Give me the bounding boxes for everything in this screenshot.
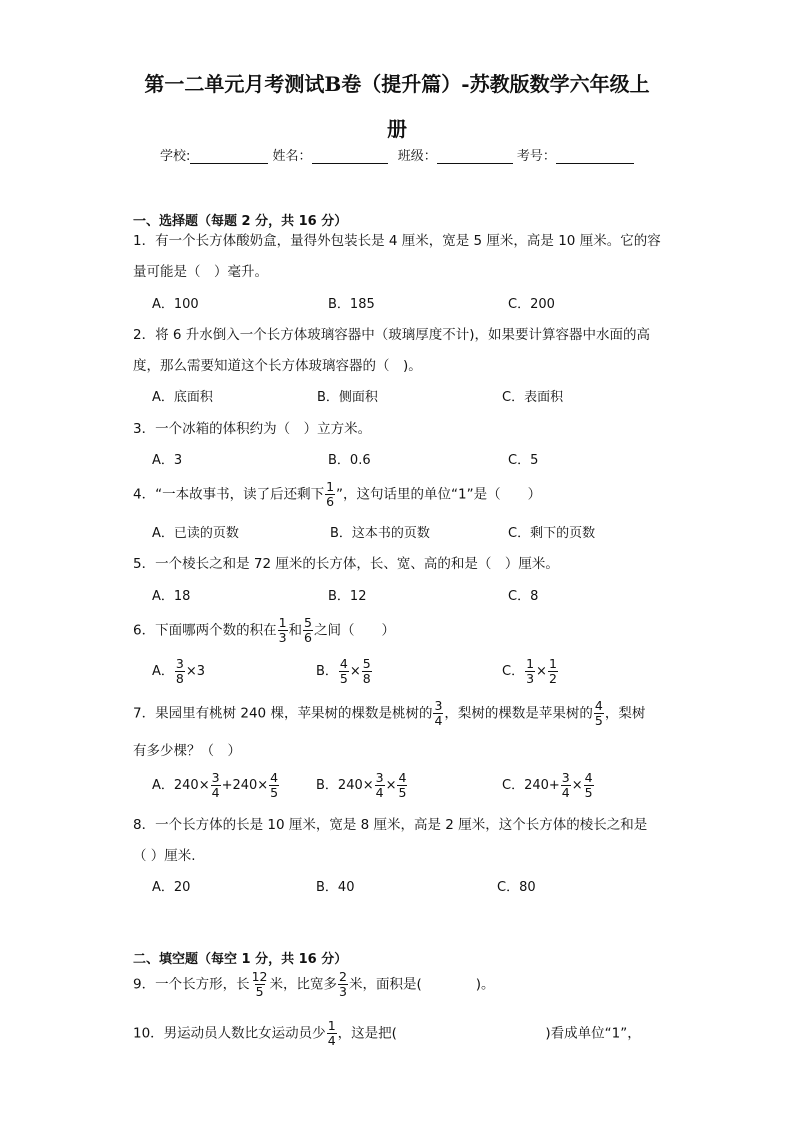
question-10-text-post[interactable]: ，这是把( )看成单位“1”， bbox=[337, 1025, 641, 1042]
fraction-denominator: 4 bbox=[434, 712, 443, 728]
fraction-denominator: 8 bbox=[175, 670, 184, 686]
question-8-line-1: 8．一个长方体的长是 10 厘米，宽是 8 厘米，高是 2 厘米，这个长方体的棱长之和是 bbox=[133, 817, 648, 833]
question-8-option-a[interactable]: A．20 bbox=[152, 880, 191, 895]
fraction-numerator: 1 bbox=[526, 656, 535, 671]
school-label: 学校: bbox=[160, 149, 191, 164]
fraction-numerator: 3 bbox=[211, 770, 220, 785]
fraction-denominator: 5 bbox=[270, 784, 279, 800]
fraction-denominator: 5 bbox=[594, 712, 603, 728]
fraction bbox=[327, 1020, 337, 1047]
question-5-option-b[interactable]: B．12 bbox=[328, 589, 367, 604]
fraction-numerator: 2 bbox=[339, 969, 347, 984]
fraction bbox=[525, 658, 535, 685]
fraction bbox=[325, 481, 335, 508]
fraction-denominator: 4 bbox=[327, 1032, 336, 1048]
option-label: C．240+ bbox=[502, 778, 560, 793]
fraction bbox=[175, 658, 185, 685]
question-1-line-2: 量可能是（ ）毫升。 bbox=[133, 264, 268, 280]
question-7-text-mid: ，梨树的棵数是苹果树的 bbox=[444, 705, 593, 722]
option-term: +240× bbox=[221, 778, 269, 793]
class-label: 班级： bbox=[397, 149, 437, 164]
option-label: A． bbox=[152, 664, 174, 679]
fraction bbox=[397, 772, 407, 799]
fraction-denominator: 5 bbox=[339, 670, 348, 686]
fraction-numerator: 1 bbox=[327, 1018, 336, 1033]
question-4-option-a[interactable]: A．已读的页数 bbox=[152, 526, 239, 541]
fraction-denominator: 5 bbox=[398, 784, 407, 800]
question-1-option-a[interactable]: A．100 bbox=[152, 297, 199, 312]
question-2-option-a[interactable]: A．底面积 bbox=[152, 390, 213, 405]
fraction-denominator: 5 bbox=[255, 983, 264, 999]
fraction-numerator: 5 bbox=[304, 615, 312, 630]
question-5-option-c[interactable]: C．8 bbox=[508, 589, 539, 604]
fraction bbox=[561, 772, 571, 799]
question-4-text-post: ”，这句话里的单位“1”是（ ） bbox=[336, 486, 542, 503]
question-5-line-1: 5．一个棱长之和是 72 厘米的长方体，长、宽、高的和是（ ）厘米。 bbox=[133, 556, 559, 572]
fraction-denominator: 3 bbox=[339, 983, 347, 999]
fraction-denominator: 4 bbox=[375, 784, 384, 800]
fraction-numerator: 3 bbox=[561, 770, 570, 785]
question-8-line-2: （ ）厘米. bbox=[133, 848, 196, 864]
question-7-line-1 bbox=[133, 700, 645, 727]
fraction bbox=[433, 700, 443, 727]
question-1-option-c[interactable]: C．200 bbox=[508, 297, 555, 312]
fraction-denominator: 2 bbox=[548, 670, 557, 686]
question-7-option-c[interactable] bbox=[502, 772, 595, 799]
question-9-line-1 bbox=[133, 971, 495, 998]
name-blank[interactable] bbox=[312, 149, 388, 164]
multiply-sign: × bbox=[185, 664, 197, 679]
option-label: C． bbox=[502, 664, 525, 679]
question-4-line-1 bbox=[133, 481, 541, 508]
fraction-numerator: 4 bbox=[584, 770, 593, 785]
question-8-option-b[interactable]: B．40 bbox=[316, 880, 355, 895]
fraction-numerator: 5 bbox=[362, 656, 371, 671]
fraction-numerator: 3 bbox=[375, 770, 384, 785]
question-9-text-mid: 米，比宽多 bbox=[269, 976, 337, 993]
multiply-sign: × bbox=[349, 664, 361, 679]
fraction-numerator: 3 bbox=[175, 656, 184, 671]
question-6-text-post: 之间（ ） bbox=[314, 622, 395, 639]
question-7-text-post: ，梨树 bbox=[604, 705, 646, 722]
question-6-text-mid: 和 bbox=[288, 622, 303, 639]
question-3-line-1: 3．一个冰箱的体积约为（ ）立方米。 bbox=[133, 421, 372, 437]
fraction-denominator: 3 bbox=[526, 670, 535, 686]
fraction bbox=[362, 658, 372, 685]
question-6-option-c[interactable] bbox=[502, 658, 559, 685]
page-title: 第一二单元月考测试B卷（提升篇）-苏教版数学六年级上 bbox=[144, 72, 650, 96]
question-9-text-pre: 9．一个长方形，长 bbox=[133, 976, 250, 993]
school-blank[interactable] bbox=[190, 149, 268, 164]
question-6-text-pre: 6．下面哪两个数的积在 bbox=[133, 622, 277, 639]
question-7-line-2: 有多少棵？（ ） bbox=[133, 743, 241, 759]
question-5-option-a[interactable]: A．18 bbox=[152, 589, 191, 604]
fraction bbox=[278, 617, 288, 644]
question-3-option-b[interactable]: B．0.6 bbox=[328, 453, 371, 468]
question-1-line-1: 1．有一个长方体酸奶盒，量得外包装长是 4 厘米，宽是 5 厘米，高是 10 厘米。它的容 bbox=[133, 233, 661, 249]
section-title-choice: 一、选择题（每题 2 分，共 16 分） bbox=[133, 214, 348, 229]
question-8-option-c[interactable]: C．80 bbox=[497, 880, 536, 895]
fraction bbox=[339, 658, 349, 685]
section-title-fill-blank: 二、填空题（每空 1 分，共 16 分） bbox=[133, 952, 348, 967]
question-3-option-c[interactable]: C．5 bbox=[508, 453, 539, 468]
question-1-option-b[interactable]: B．185 bbox=[328, 297, 375, 312]
option-label: B．240× bbox=[316, 778, 374, 793]
fraction-numerator: 1 bbox=[278, 615, 287, 630]
fraction bbox=[269, 772, 279, 799]
fraction-denominator: 4 bbox=[561, 784, 570, 800]
question-9-text-post[interactable]: 米，面积是( )。 bbox=[348, 976, 495, 993]
fraction bbox=[594, 700, 604, 727]
question-6-line-1 bbox=[133, 617, 395, 644]
fraction bbox=[211, 772, 221, 799]
option-label: B． bbox=[316, 664, 338, 679]
multiply-sign: × bbox=[571, 778, 583, 793]
question-2-line-2: 度，那么需要知道这个长方体玻璃容器的（ )。 bbox=[133, 358, 422, 374]
question-2-line-1: 2．将 6 升水倒入一个长方体玻璃容器中（玻璃厚度不计)，如果要计算容器中水面的高 bbox=[133, 327, 651, 343]
fraction bbox=[303, 617, 313, 644]
fraction bbox=[251, 971, 269, 998]
question-4-option-b[interactable]: B．这本书的页数 bbox=[330, 526, 430, 541]
exam-no-blank[interactable] bbox=[556, 149, 634, 164]
question-2-option-b[interactable]: B．侧面积 bbox=[317, 390, 378, 405]
page-title-continued: 册 bbox=[387, 117, 407, 141]
question-6-option-b[interactable] bbox=[316, 658, 373, 685]
question-7-text-pre: 7．果园里有桃树 240 棵，苹果树的棵数是桃树的 bbox=[133, 705, 433, 722]
fraction bbox=[375, 772, 385, 799]
fraction-numerator: 3 bbox=[434, 698, 443, 713]
multiply-sign: × bbox=[536, 664, 547, 679]
class-blank[interactable] bbox=[437, 149, 513, 164]
question-2-option-c[interactable]: C．表面积 bbox=[502, 390, 564, 405]
multiply-sign: × bbox=[385, 778, 397, 793]
student-info-row bbox=[160, 145, 634, 164]
fraction-numerator: 1 bbox=[548, 656, 557, 671]
fraction-denominator: 3 bbox=[278, 629, 287, 645]
fraction-numerator: 12 bbox=[251, 969, 268, 984]
fraction-denominator: 4 bbox=[211, 784, 220, 800]
question-10-text-pre: 10．男运动员人数比女运动员少 bbox=[133, 1025, 326, 1042]
option-label: A．240× bbox=[152, 778, 210, 793]
option-term: 3 bbox=[196, 664, 206, 679]
fraction-numerator: 4 bbox=[270, 770, 279, 785]
name-label: 姓名： bbox=[272, 149, 312, 164]
exam-no-label: 考号： bbox=[516, 149, 556, 164]
question-7-option-a[interactable] bbox=[152, 772, 280, 799]
fraction-denominator: 8 bbox=[362, 670, 371, 686]
fraction-denominator: 5 bbox=[584, 784, 593, 800]
question-4-option-c[interactable]: C．剩下的页数 bbox=[508, 526, 596, 541]
fraction bbox=[584, 772, 594, 799]
question-6-option-a[interactable] bbox=[152, 658, 205, 685]
question-4-text-pre: 4．“一本故事书，读了后还剩下 bbox=[133, 486, 325, 503]
fraction-numerator: 4 bbox=[398, 770, 407, 785]
question-10-line-1 bbox=[133, 1020, 641, 1047]
question-7-option-b[interactable] bbox=[316, 772, 408, 799]
question-3-option-a[interactable]: A．3 bbox=[152, 453, 183, 468]
fraction-denominator: 6 bbox=[326, 493, 335, 509]
fraction-denominator: 6 bbox=[304, 629, 312, 645]
fraction-numerator: 4 bbox=[594, 698, 603, 713]
fraction bbox=[548, 658, 558, 685]
fraction-numerator: 4 bbox=[339, 656, 348, 671]
fraction bbox=[338, 971, 348, 998]
fraction-numerator: 1 bbox=[326, 479, 335, 494]
